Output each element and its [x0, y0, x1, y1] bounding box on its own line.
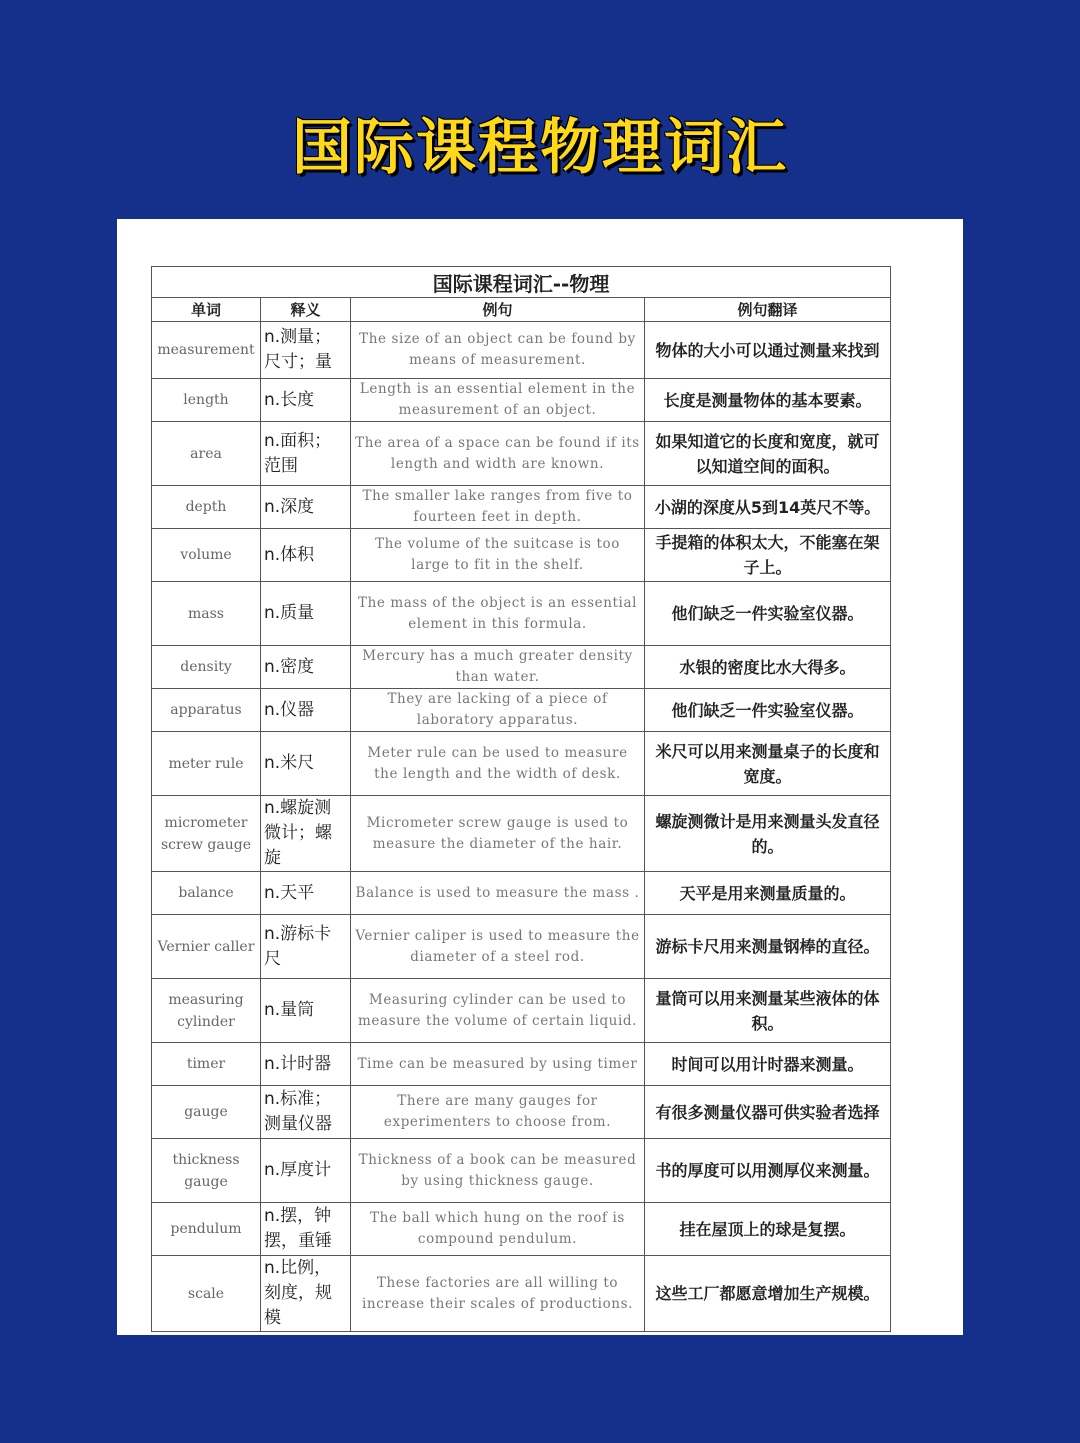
table-row — [152, 979, 891, 1043]
translation-cell: 手提箱的体积太大，不能塞在架子上。 — [645, 529, 891, 582]
example-sentence-cell: Micrometer screw gauge is used to measure the diameter of the hair. — [351, 796, 645, 872]
meaning-cell: n.测量；尺寸；量 — [261, 322, 351, 379]
word-cell: meter rule — [152, 732, 261, 796]
example-sentence-cell: The ball which hung on the roof is compound pendulum. — [351, 1203, 645, 1256]
table-row — [152, 486, 891, 529]
meaning-cell: n.量筒 — [261, 979, 351, 1043]
example-sentence-cell: Vernier caliper is used to measure the diameter of a steel rod. — [351, 915, 645, 979]
meaning-cell: n.质量 — [261, 582, 351, 646]
example-sentence-cell: The mass of the object is an essential element in this formula. — [351, 582, 645, 646]
word-cell: volume — [152, 529, 261, 582]
table-row — [152, 379, 891, 422]
meaning-cell: n.计时器 — [261, 1043, 351, 1086]
translation-cell: 长度是测量物体的基本要素。 — [645, 379, 891, 422]
meaning-cell: n.螺旋测微计；螺旋 — [261, 796, 351, 872]
translation-cell: 挂在屋顶上的球是复摆。 — [645, 1203, 891, 1256]
meaning-cell: n.摆，钟摆，重锤 — [261, 1203, 351, 1256]
meaning-cell: n.深度 — [261, 486, 351, 529]
word-cell: density — [152, 646, 261, 689]
table-row — [152, 1203, 891, 1256]
word-cell: measuring cylinder — [152, 979, 261, 1043]
word-cell: thickness gauge — [152, 1139, 261, 1203]
meaning-cell: n.密度 — [261, 646, 351, 689]
table-row — [152, 1139, 891, 1203]
table-row — [152, 646, 891, 689]
word-cell: depth — [152, 486, 261, 529]
meaning-cell: n.仪器 — [261, 689, 351, 732]
word-cell: balance — [152, 872, 261, 915]
translation-cell: 这些工厂都愿意增加生产规模。 — [645, 1256, 891, 1332]
column-header-meaning: 释义 — [261, 298, 351, 322]
example-sentence-cell: Time can be measured by using timer — [351, 1043, 645, 1086]
table-row — [152, 915, 891, 979]
translation-cell: 水银的密度比水大得多。 — [645, 646, 891, 689]
translation-cell: 游标卡尺用来测量钢棒的直径。 — [645, 915, 891, 979]
example-sentence-cell: There are many gauges for experimenters to choose from. — [351, 1086, 645, 1139]
table-caption: 国际课程词汇--物理 — [152, 267, 891, 298]
table-body — [152, 322, 891, 1332]
word-cell: mass — [152, 582, 261, 646]
word-cell: pendulum — [152, 1203, 261, 1256]
column-header-translation: 例句翻译 — [645, 298, 891, 322]
meaning-cell: n.游标卡尺 — [261, 915, 351, 979]
translation-cell: 书的厚度可以用测厚仪来测量。 — [645, 1139, 891, 1203]
vocabulary-sheet — [117, 219, 963, 1335]
word-cell: measurement — [152, 322, 261, 379]
meaning-cell: n.厚度计 — [261, 1139, 351, 1203]
table-row — [152, 529, 891, 582]
table-row — [152, 1256, 891, 1332]
meaning-cell: n.比例，刻度，规模 — [261, 1256, 351, 1332]
column-header-word: 单词 — [152, 298, 261, 322]
word-cell: apparatus — [152, 689, 261, 732]
table-row — [152, 732, 891, 796]
translation-cell: 天平是用来测量质量的。 — [645, 872, 891, 915]
table-row — [152, 689, 891, 732]
table-row — [152, 1086, 891, 1139]
table-row — [152, 582, 891, 646]
table-row — [152, 872, 891, 915]
translation-cell: 螺旋测微计是用来测量头发直径的。 — [645, 796, 891, 872]
column-header-example: 例句 — [351, 298, 645, 322]
table-row — [152, 322, 891, 379]
example-sentence-cell: They are lacking of a piece of laboratory apparatus. — [351, 689, 645, 732]
example-sentence-cell: These factories are all willing to increase their scales of productions. — [351, 1256, 645, 1332]
translation-cell: 有很多测量仪器可供实验者选择 — [645, 1086, 891, 1139]
table-row — [152, 1043, 891, 1086]
translation-cell: 米尺可以用来测量桌子的长度和宽度。 — [645, 732, 891, 796]
translation-cell: 他们缺乏一件实验室仪器。 — [645, 689, 891, 732]
meaning-cell: n.米尺 — [261, 732, 351, 796]
example-sentence-cell: Balance is used to measure the mass . — [351, 872, 645, 915]
translation-cell: 小湖的深度从5到14英尺不等。 — [645, 486, 891, 529]
word-cell: scale — [152, 1256, 261, 1332]
word-cell: length — [152, 379, 261, 422]
translation-cell: 他们缺乏一件实验室仪器。 — [645, 582, 891, 646]
example-sentence-cell: The volume of the suitcase is too large to fit in the shelf. — [351, 529, 645, 582]
word-cell: micrometer screw gauge — [152, 796, 261, 872]
table-row — [152, 422, 891, 486]
word-cell: timer — [152, 1043, 261, 1086]
meaning-cell: n.长度 — [261, 379, 351, 422]
example-sentence-cell: Measuring cylinder can be used to measure the volume of certain liquid. — [351, 979, 645, 1043]
example-sentence-cell: The area of a space can be found if its length and width are known. — [351, 422, 645, 486]
word-cell: Vernier caller — [152, 915, 261, 979]
meaning-cell: n.天平 — [261, 872, 351, 915]
page-title: 国际课程物理词汇 — [292, 113, 788, 183]
translation-cell: 物体的大小可以通过测量来找到 — [645, 322, 891, 379]
word-cell: gauge — [152, 1086, 261, 1139]
meaning-cell: n.面积；范围 — [261, 422, 351, 486]
word-cell: area — [152, 422, 261, 486]
example-sentence-cell: Length is an essential element in the measurement of an object. — [351, 379, 645, 422]
meaning-cell: n.体积 — [261, 529, 351, 582]
example-sentence-cell: The size of an object can be found by means of measurement. — [351, 322, 645, 379]
example-sentence-cell: Mercury has a much greater density than water. — [351, 646, 645, 689]
example-sentence-cell: Thickness of a book can be measured by using thickness gauge. — [351, 1139, 645, 1203]
table-row — [152, 796, 891, 872]
translation-cell: 如果知道它的长度和宽度，就可以知道空间的面积。 — [645, 422, 891, 486]
meaning-cell: n.标准；测量仪器 — [261, 1086, 351, 1139]
example-sentence-cell: Meter rule can be used to measure the length and the width of desk. — [351, 732, 645, 796]
translation-cell: 量筒可以用来测量某些液体的体积。 — [645, 979, 891, 1043]
translation-cell: 时间可以用计时器来测量。 — [645, 1043, 891, 1086]
vocabulary-table — [151, 266, 891, 1332]
example-sentence-cell: The smaller lake ranges from five to fourteen feet in depth. — [351, 486, 645, 529]
